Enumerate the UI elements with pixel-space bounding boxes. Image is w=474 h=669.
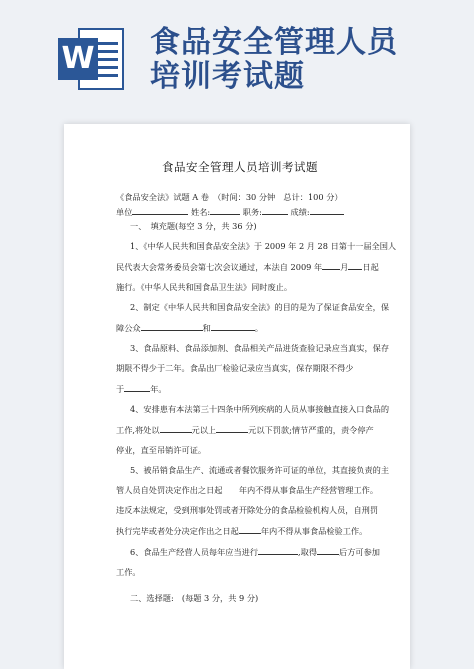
q4-blank-2 (216, 422, 248, 433)
banner-title-line2: 培训考试题 (150, 59, 305, 94)
name-blank (210, 204, 240, 215)
q1-blank-day (348, 259, 362, 270)
q3-line2: 期限不得少于二年。食品出厂检验记录应当真实，保存期限不得少 (116, 363, 354, 373)
q5-line4: 执行完毕或者处分决定作出之日起 年内不得从事食品检验工作。 (116, 523, 364, 538)
position-label: 职务: (242, 207, 262, 217)
q2-line1: 2、制定《中华人民共和国食品安全法》的目的是为了保证食品安全，保 (130, 302, 390, 312)
q6-blank-1 (258, 544, 298, 555)
section1-heading: 一、 填充题(每空 3 分，共 36 分) (130, 221, 257, 231)
name-label: 姓名: (191, 207, 211, 217)
q2-blank-2 (211, 320, 255, 331)
exam-info: 《食品安全法》试题 A 卷 （时间：30 分钟 总计：100 分） (116, 192, 343, 202)
q4-line2: 工作,将处以 元以上 元以下罚款;情节严重的，责令停产 (116, 422, 364, 437)
document-title: 食品安全管理人员培训考试题 (162, 160, 318, 174)
position-blank (262, 204, 288, 215)
info-form-line (116, 204, 364, 219)
q4-blank-1 (160, 422, 192, 433)
word-document-icon (58, 28, 126, 90)
unit-label: 单位 (116, 207, 133, 217)
q2-line2: 障公众 和 。 (116, 320, 364, 335)
score-blank (310, 204, 344, 215)
q2-blank-1 (141, 320, 203, 331)
q3-blank (124, 381, 150, 392)
q6-blank-2 (317, 544, 339, 555)
q4-line1: 4、安排患有本法第三十四条中所列疾病的人员从事接触直接入口食品的 (130, 404, 390, 414)
q3-line1: 3、食品原料、食品添加剂、食品相关产品进货查验记录应当真实，保存 (130, 343, 390, 353)
header-banner (0, 0, 474, 112)
q6-line1: 6、食品生产经营人员每年应当进行 ,取得 后方可参加 (116, 544, 364, 559)
q3-line3: 于 年。 (116, 381, 364, 396)
q1-line3: 施行。《中华人民共和国食品卫生法》同时废止。 (116, 282, 293, 292)
word-letter: W (58, 38, 98, 80)
q1-line1: 1、《中华人民共和国食品安全法》于 2009 年 2 月 28 日第十一届全国人 (130, 241, 397, 251)
q5-line2: 管人员自处罚决定作出之日起 年内不得从事食品生产经营管理工作。 (116, 485, 379, 495)
q6-line2: 工作。 (116, 567, 141, 577)
banner-title-line1: 食品安全管理人员 (150, 25, 398, 60)
section2-heading: 二、选择题: (每题 3 分，共 9 分) (130, 593, 259, 603)
unit-blank (132, 204, 188, 215)
document-content (116, 160, 397, 605)
q5-line1: 5、被吊销食品生产、流通或者餐饮服务许可证的单位，其直接负责的主 (130, 465, 390, 475)
q5-blank (239, 523, 261, 534)
document-page (64, 124, 410, 669)
score-label: 成绩: (290, 207, 310, 217)
q1-line2: 民代表大会常务委员会第七次会议通过，本法自 2009 年 月 日起 (116, 259, 364, 274)
q1-blank-month (322, 259, 340, 270)
q4-line3: 停业，直至吊销许可证。 (116, 445, 207, 455)
banner-title (150, 26, 398, 94)
q5-line3: 违反本法规定，受到刑事处罚或者开除处分的食品检验机构人员，自刑罚 (116, 505, 379, 515)
